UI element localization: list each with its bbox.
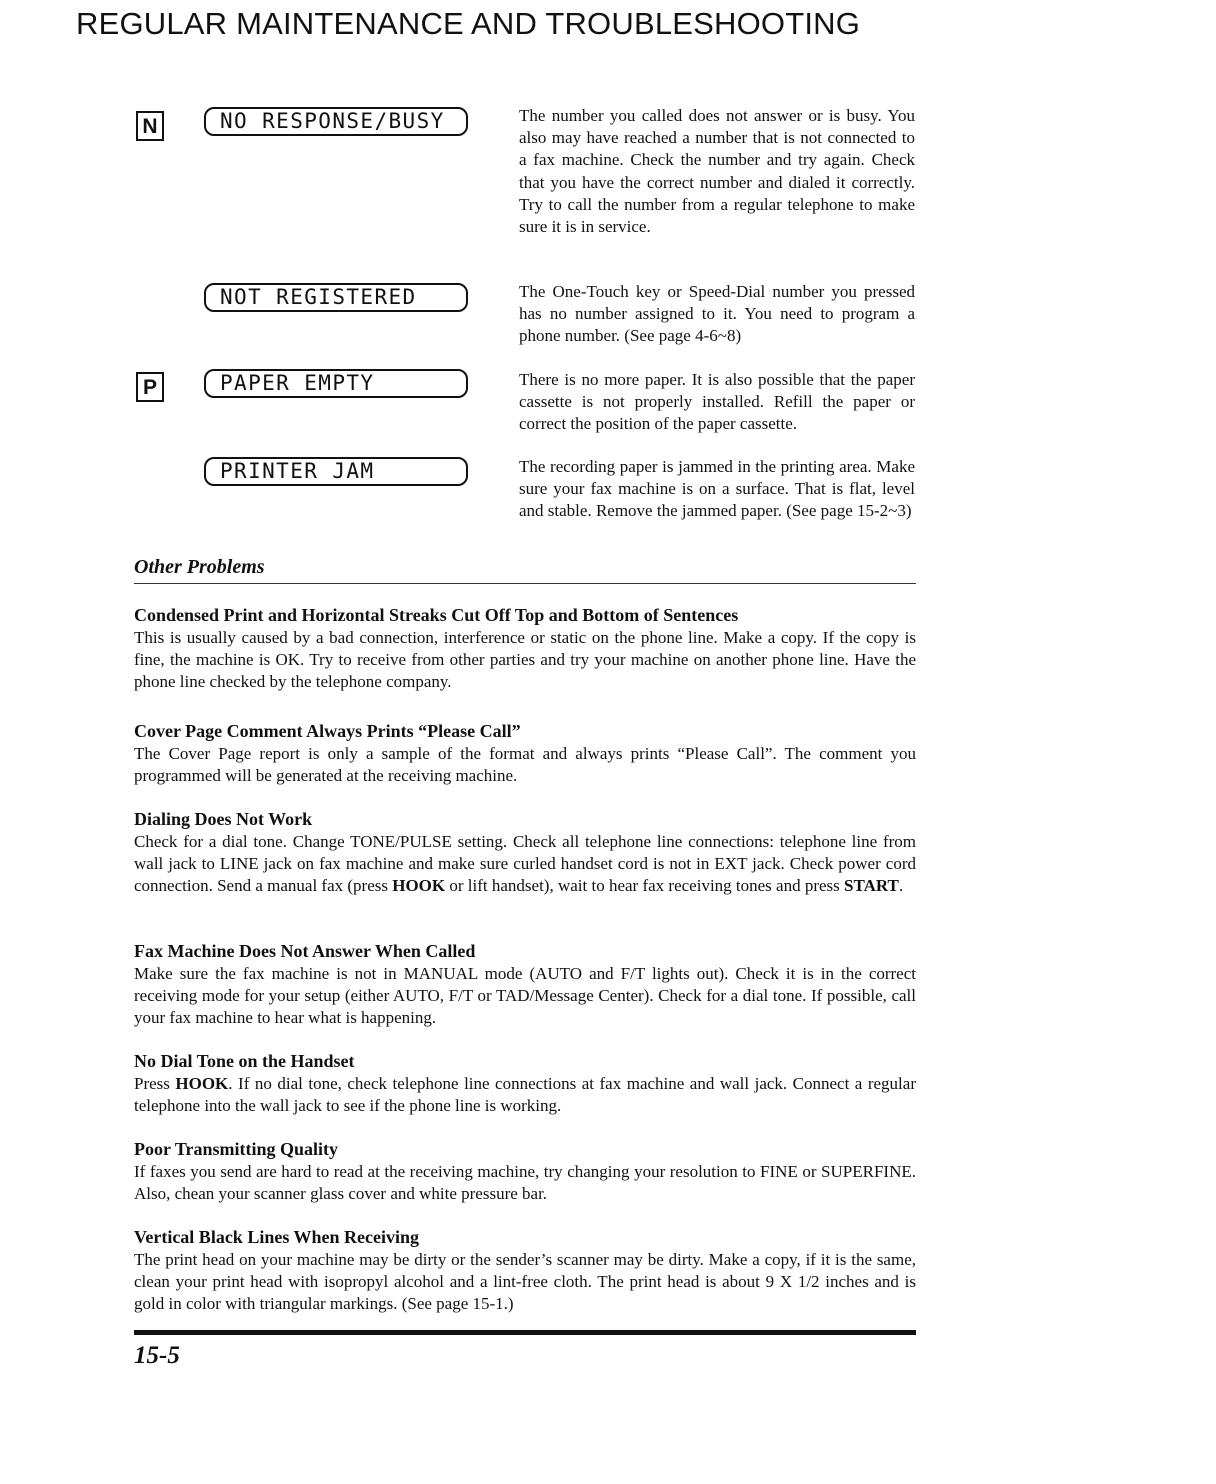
lcd-message-no-response-busy: NO RESPONSE/BUSY: [204, 107, 468, 136]
problem-item: [134, 1138, 916, 1205]
problem-title: Fax Machine Does Not Answer When Called: [134, 941, 476, 961]
problem-body: The Cover Page report is only a sample of the format and always prints “Please Call”. The comment you programmed will be generated at the receiving machine.: [134, 744, 916, 786]
footer-rule: [134, 1330, 916, 1335]
lcd-message-printer-jam: PRINTER JAM: [204, 457, 468, 486]
page-header-title: REGULAR MAINTENANCE AND TROUBLESHOOTING: [76, 6, 861, 41]
section-letter-p: P: [136, 372, 164, 402]
section-divider: [134, 583, 916, 584]
problem-item: [134, 720, 916, 787]
message-description: The number you called does not answer or is busy. You also may have reached a number that is not connected to a fax machine. Check the number and try again. Check that you have the correct number and dialed it correctly. Try to call the number from a regular telephone to make sure it is in service.: [519, 106, 915, 237]
problem-item: [134, 808, 916, 898]
problem-body: If faxes you send are hard to read at the receiving machine, try changing your resolution to FINE or SUPERFINE. Also, chean your scanner glass cover and white pressure bar.: [134, 1162, 916, 1204]
problem-title: Cover Page Comment Always Prints “Please Call”: [134, 721, 521, 741]
problem-title: Condensed Print and Horizontal Streaks Cut Off Top and Bottom of Sentences: [134, 605, 739, 625]
problem-body: This is usually caused by a bad connection, interference or static on the phone line. Make a copy. If the copy is fine, the machine is OK. Try to receive from other parties and try your machine on another phone line. Have the phone line checked by the telephone company.: [134, 628, 916, 692]
problem-item: [134, 604, 916, 694]
problem-item: [134, 1226, 916, 1316]
other-problems-heading: Other Problems: [134, 556, 265, 578]
problem-title: No Dial Tone on the Handset: [134, 1051, 355, 1071]
page-number: 15-5: [134, 1342, 180, 1369]
problem-item: [134, 1050, 916, 1117]
problem-title: Vertical Black Lines When Receiving: [134, 1227, 419, 1247]
problem-title: Poor Transmitting Quality: [134, 1139, 339, 1159]
lcd-message-paper-empty: PAPER EMPTY: [204, 369, 468, 398]
lcd-message-not-registered: NOT REGISTERED: [204, 283, 468, 312]
problem-body: The print head on your machine may be dirty or the sender’s scanner may be dirty. Make a copy, if it is the same, clean your print head with isopropyl alcohol and a lint-free cloth. The print head is about 9 X 1/2 inches and is gold in color with triangular markings. (See page 15-1.): [134, 1250, 916, 1314]
message-description: There is no more paper. It is also possible that the paper cassette is not properly installed. Refill the paper or correct the position of the paper cassette.: [519, 370, 915, 434]
message-description: The recording paper is jammed in the printing area. Make sure your fax machine is on a surface. That is flat, level and stable. Remove the jammed paper. (See page 15-2~3): [519, 457, 915, 521]
problem-body: Press HOOK. If no dial tone, check telephone line connections at fax machine and wall jack. Connect a regular telephone into the wall jack to see if the phone line is working.: [134, 1074, 916, 1116]
problem-item: [134, 940, 916, 1030]
message-description: The One-Touch key or Speed-Dial number you pressed has no number assigned to it. You need to program a phone number. (See page 4-6~8): [519, 282, 915, 346]
problem-body: Make sure the fax machine is not in MANUAL mode (AUTO and F/T lights out). Check it is in the correct receiving mode for your setup (either AUTO, F/T or TAD/Message Center). Check for a dial tone. If possible, call your fax machine to hear what is happening.: [134, 964, 916, 1028]
section-letter-n: N: [136, 111, 164, 141]
problem-title: Dialing Does Not Work: [134, 809, 313, 829]
problem-body: Check for a dial tone. Change TONE/PULSE setting. Check all telephone line connections: telephone line from wall jack to LINE jack on fax machine and make sure curled handset cord is not in EXT jack. Check power cord connection. Send a manual fax (press HOOK or lift handset), wait to hear fax receiving tones and press START.: [134, 832, 916, 896]
